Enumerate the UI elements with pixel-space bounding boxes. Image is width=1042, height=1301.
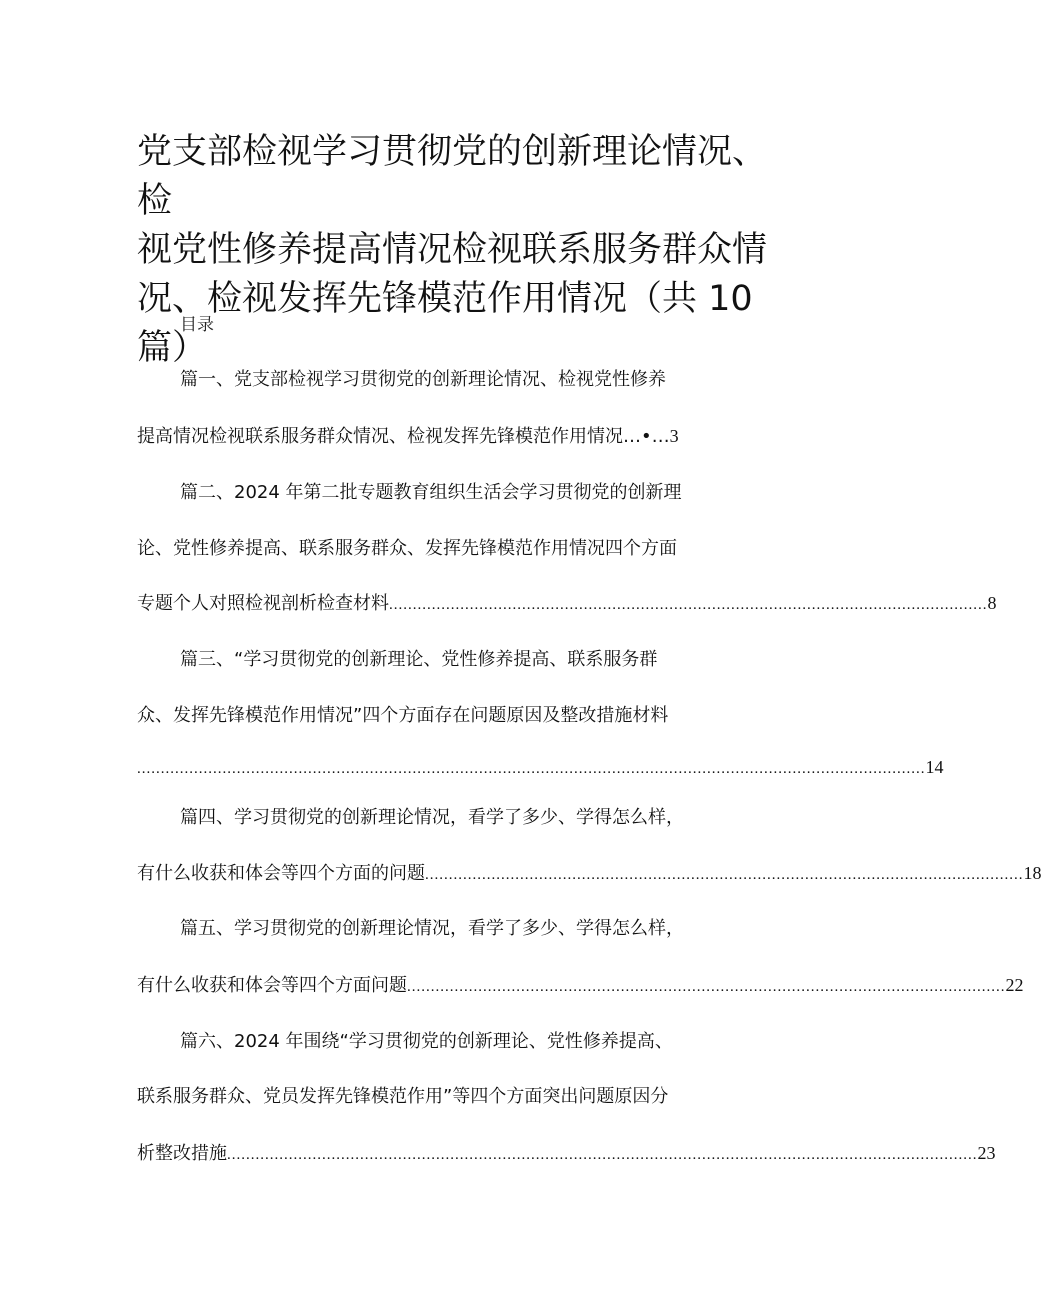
toc-entry-3-page-number: 14 <box>925 757 944 777</box>
toc-entry-2-text: 专题个人对照检视剖析检查材料 <box>137 593 389 614</box>
toc-entry-3-line-2[interactable]: 众、发挥先锋模范作用情况”四个方面存在问题原因及整改措施材料 <box>137 705 669 726</box>
toc-entry-1-line-1[interactable]: 篇一、党支部检视学习贯彻党的创新理论情况、检视党性修养 <box>180 369 666 390</box>
toc-entry-5-line-1[interactable]: 篇五、学习贯彻党的创新理论情况，看学了多少、学得怎么样， <box>180 918 684 939</box>
toc-entry-3-line-1[interactable]: 篇三、“学习贯彻党的创新理论、党性修养提高、联系服务群 <box>180 649 658 670</box>
title-line-1: 党支部检视学习贯彻党的创新理论情况、检 <box>137 132 768 221</box>
toc-entry-2-line-1[interactable]: 篇二、2024 年第二批专题教育组织生活会学习贯彻党的创新理 <box>180 482 682 503</box>
toc-entry-5-page-number: 22 <box>1005 975 1024 995</box>
toc-entry-6-dot-leader: .............................................................................................................................................................. <box>227 1147 978 1163</box>
toc-entry-2-page-number: 8 <box>987 593 997 613</box>
toc-entry-2-dot-leader: .............................................................................................................................. <box>389 597 988 613</box>
toc-entry-4-page-number: 18 <box>1023 863 1042 883</box>
toc-entry-1-text: 提高情况检视联系服务群众情况、检视发挥先锋模范作用情况…•… <box>137 426 670 447</box>
toc-entry-4-text: 有什么收获和体会等四个方面的问题 <box>137 863 425 884</box>
toc-entry-4-dot-leader: .............................................................................................................................. <box>425 867 1024 883</box>
toc-heading: 目录 <box>180 315 214 335</box>
toc-entry-5-dot-leader: .............................................................................................................................. <box>407 979 1006 995</box>
toc-entry-4-line-1[interactable]: 篇四、学习贯彻党的创新理论情况，看学了多少、学得怎么样， <box>180 807 684 828</box>
toc-entry-2-line-3[interactable] <box>137 590 997 618</box>
toc-entry-6-text: 析整改措施 <box>137 1143 227 1164</box>
title-line-3: 况、检视发挥先锋模范作用情况（共 10 篇） <box>137 279 753 368</box>
toc-entry-4-line-2[interactable] <box>137 860 1042 888</box>
toc-entry-1-line-2[interactable] <box>137 423 777 450</box>
toc-entry-5-line-2[interactable] <box>137 972 1024 1000</box>
toc-entry-6-line-2[interactable]: 联系服务群众、党员发挥先锋模范作用”等四个方面突出问题原因分 <box>137 1086 669 1107</box>
toc-entry-6-line-3[interactable] <box>137 1140 996 1168</box>
toc-entry-3-line-3[interactable] <box>137 754 944 782</box>
toc-entry-5-text: 有什么收获和体会等四个方面问题 <box>137 975 407 996</box>
toc-entry-6-line-1[interactable]: 篇六、2024 年围绕“学习贯彻党的创新理论、党性修养提高、 <box>180 1031 673 1052</box>
toc-entry-3-dot-leader: ...................................................................................................................................................................... <box>137 761 926 777</box>
title-line-2: 视党性修养提高情况检视联系服务群众情 <box>137 230 768 270</box>
toc-entry-1-page-number: 3 <box>669 426 679 446</box>
toc-entry-6-page-number: 23 <box>977 1143 996 1163</box>
toc-entry-2-line-2[interactable]: 论、党性修养提高、联系服务群众、发挥先锋模范作用情况四个方面 <box>137 538 677 559</box>
